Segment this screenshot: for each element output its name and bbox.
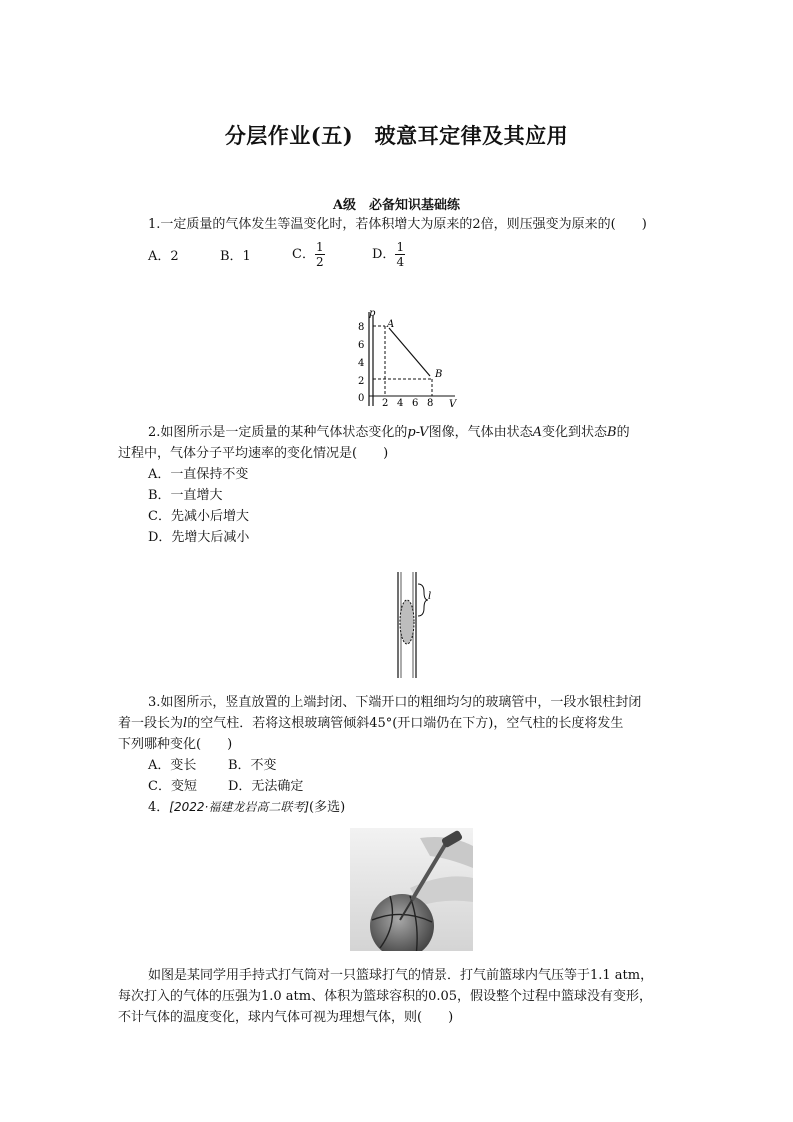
q4-tag: (多选) [309,800,346,815]
y-tick-2: 2 [358,376,365,387]
x-tick-8: 8 [427,398,434,409]
mercury-column [400,600,414,644]
q3-stem-line1: 3.如图所示，竖直放置的上端封闭、下端开口的粗细均匀的玻璃管中，一段水银柱封闭 [148,695,642,710]
q2-text-1: 2.如图所示是一定质量的某种气体状态变化的 [148,425,408,440]
glass-tube-figure [380,572,440,680]
q3-text-2: 的空气柱．若将这根玻璃管倾斜45°(开口端仍在下方)，空气柱的长度将发生 [187,716,624,731]
q1-c-denominator: 2 [315,255,324,269]
q2-stem-line2: 过程中，气体分子平均速率的变化情况是( ) [118,446,389,461]
basketball-pump-photo [350,828,473,951]
q4-header [148,797,345,818]
pv-graph [355,306,465,412]
q2-option-b: B．一直增大 [148,488,223,503]
q4-stem-line3: 不计气体的温度变化，球内气体可视为理想气体，则( ) [118,1010,454,1025]
q4-stem-line2: 每次打入的气体的压强为1.0 atm、体积为篮球容积的0.05，假设整个过程中篮球没有变形， [118,989,653,1004]
q3-length-symbol: l [183,716,188,731]
q1-option-c-fraction [315,240,325,269]
q2-pv-symbol: p-V [407,425,429,440]
x-tick-6: 6 [412,398,419,409]
q3-option-a: A．变长 [148,758,197,773]
y-tick-0: 0 [358,393,365,404]
q4-source: [2022·福建龙岩高二联考] [169,800,309,814]
q2-state-b: B [607,425,617,440]
point-a-label: A [387,319,395,330]
section-heading: A级 必备知识基础练 [332,198,461,213]
process-line-ab [389,328,430,376]
q4-stem-line1: 如图是某同学用手持式打气筒对一只篮球打气的情景．打气前篮球内气压等于1.1 atm， [148,968,654,983]
q2-state-a: A [532,425,542,440]
y-tick-4: 4 [358,358,365,369]
q3-option-c: C．变短 [148,779,197,794]
q1-option-d [372,240,405,269]
q2-option-c: C．先减小后增大 [148,509,249,524]
q1-d-denominator: 4 [396,255,405,269]
x-tick-4: 4 [397,398,404,409]
x-tick-2: 2 [382,398,389,409]
q1-option-d-prefix: D． [372,247,396,262]
q1-option-b: B．1 [220,249,251,264]
q3-stem-line2 [118,713,623,734]
y-tick-8: 8 [358,322,365,333]
q2-option-a: A．一直保持不变 [148,467,249,482]
q2-text-4: 的 [616,425,630,440]
q2-text-2: 图像，气体由状态 [428,425,533,440]
q2-text-3: 变化到状态 [541,425,607,440]
point-b-label: B [435,369,443,380]
q3-option-d: D．无法确定 [228,779,304,794]
y-axis-label: p [369,308,376,319]
q1-d-numerator: 1 [396,240,405,254]
y-tick-6: 6 [358,340,365,351]
q1-stem: 1.一定质量的气体发生等温变化时，若体积增大为原来的2倍，则压强变为原来的( ) [148,217,647,232]
q1-option-c [292,240,325,269]
q4-number: 4． [148,800,170,815]
x-axis-label: V [449,399,457,410]
q2-option-d: D．先增大后减小 [148,530,250,545]
page-title: 分层作业(五) 玻意耳定律及其应用 [224,123,569,148]
q1-option-d-fraction [395,240,405,269]
q2-stem-line1 [148,422,630,443]
q3-stem-line3: 下列哪种变化( ) [118,737,233,752]
q1-option-a: A．2 [148,249,179,264]
length-label: l [428,591,432,602]
length-brace [418,584,428,616]
q3-text-1: 着一段长为 [118,716,184,731]
q3-option-b: B．不变 [228,758,277,773]
q1-option-c-prefix: C． [292,247,315,262]
q1-c-numerator: 1 [315,240,324,254]
